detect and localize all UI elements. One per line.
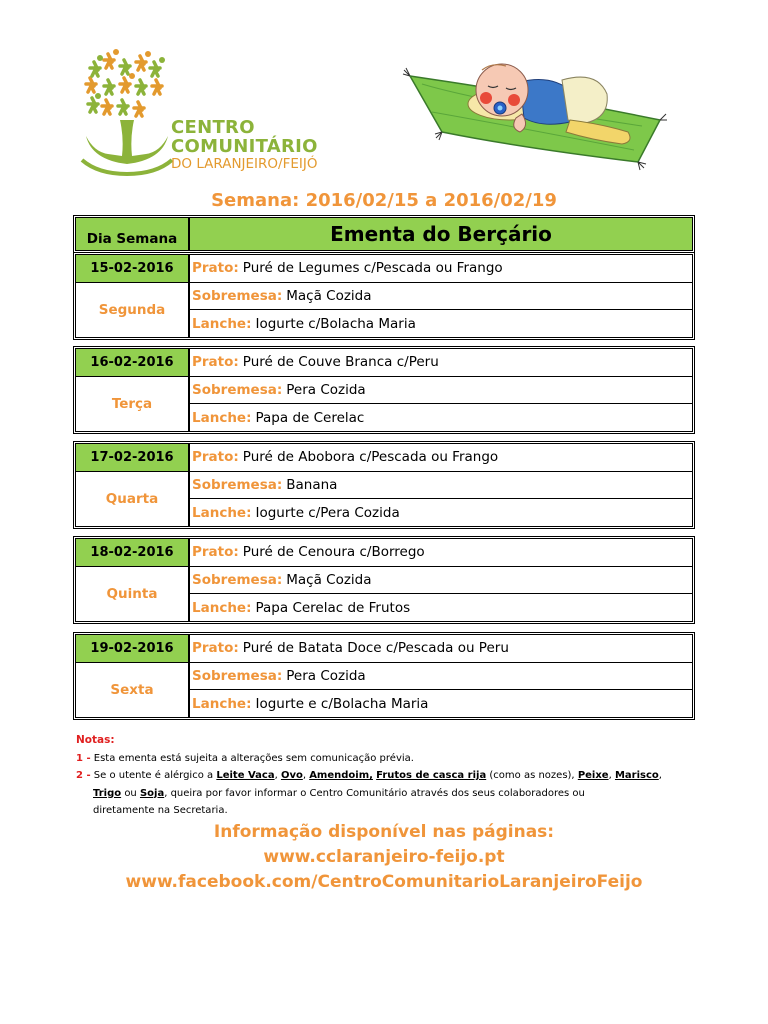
day-date: 19-02-2016 <box>76 635 188 663</box>
sobremesa-row <box>190 472 692 500</box>
menu-table-header <box>73 215 695 253</box>
logo-text <box>171 118 318 173</box>
prato-value: Puré de Couve Branca c/Peru <box>242 354 439 371</box>
allergen-soja: Soja <box>139 787 165 799</box>
prato-label: Prato: <box>192 640 239 657</box>
facebook-link[interactable]: www.facebook.com/CentroComunitarioLaranjeiroFeijo <box>125 872 643 892</box>
day-cell <box>76 635 190 717</box>
sobremesa-value: Pera Cozida <box>286 382 366 398</box>
allergen-amendoim: Amendoim, <box>309 770 373 781</box>
day-cell <box>76 349 190 431</box>
sobremesa-label: Sobremesa: <box>192 668 283 684</box>
website-link[interactable]: www.cclaranjeiro-feijo.pt <box>263 847 505 867</box>
sobremesa-label: Sobremesa: <box>192 572 283 588</box>
prato-row <box>190 444 692 472</box>
day-cell <box>76 444 190 526</box>
day-name: Segunda <box>98 302 166 318</box>
note-2-text: ou <box>124 787 137 799</box>
info-heading: Informação disponível nas páginas: <box>213 822 555 842</box>
prato-value: Puré de Batata Doce c/Pescada ou Peru <box>242 640 509 657</box>
prato-value: Puré de Abobora c/Pescada ou Frango <box>242 449 499 466</box>
sleeping-baby-illustration <box>402 62 672 172</box>
tree-hands-icon <box>78 48 178 183</box>
lanche-row <box>190 310 692 337</box>
lanche-row <box>190 404 692 431</box>
sobremesa-label: Sobremesa: <box>192 288 283 304</box>
note-1-text: Esta ementa está sujeita a alterações sem comunicação prévia. <box>93 752 414 764</box>
meal-rows <box>190 444 692 526</box>
lanche-value: Iogurte e c/Bolacha Maria <box>255 695 429 712</box>
day-date: 17-02-2016 <box>76 444 188 472</box>
sobremesa-value: Maçã Cozida <box>286 572 372 588</box>
prato-row <box>190 255 692 283</box>
sobremesa-label: Sobremesa: <box>192 382 283 398</box>
prato-row <box>190 635 692 663</box>
week-title: Semana: 2016/02/15 a 2016/02/19 <box>211 190 557 211</box>
day-block-wednesday <box>73 441 695 529</box>
day-cell <box>76 539 190 621</box>
day-block-thursday <box>73 536 695 624</box>
prato-value: Puré de Cenoura c/Borrego <box>242 544 425 561</box>
lanche-value: Iogurte c/Pera Cozida <box>255 504 400 521</box>
prato-label: Prato: <box>192 449 239 466</box>
sobremesa-row <box>190 663 692 691</box>
day-block-tuesday <box>73 346 695 434</box>
note-2: 2 - Se o utente é alérgico a Leite Vaca, Ovo, Amendoim, Frutos de casca rija (como as nozes), Peixe, Marisco, <box>76 770 662 781</box>
prato-row <box>190 349 692 377</box>
allergen-leite: Leite Vaca <box>216 770 275 781</box>
allergen-frutos: Frutos de casca rija <box>376 770 487 781</box>
day-name: Terça <box>111 396 153 412</box>
lanche-value: Papa de Cerelac <box>255 409 365 426</box>
allergen-ovo: Ovo <box>280 770 303 781</box>
logo-line-2: COMUNITÁRIO <box>171 136 318 157</box>
allergen-marisco: Marisco <box>614 770 659 781</box>
sobremesa-value: Banana <box>286 477 338 493</box>
note-2-text: (como as nozes), <box>489 770 575 781</box>
day-column-header: Dia Semana <box>76 218 190 250</box>
day-block-friday <box>73 632 695 720</box>
meal-rows <box>190 539 692 621</box>
prato-row <box>190 539 692 567</box>
meal-rows <box>190 635 692 717</box>
lanche-value: Papa Cerelac de Frutos <box>255 599 411 616</box>
logo-line-3: DO LARANJEIRO/FEIJÓ <box>171 156 318 172</box>
sobremesa-row <box>190 283 692 311</box>
sobremesa-value: Pera Cozida <box>286 668 366 684</box>
prato-label: Prato: <box>192 544 239 561</box>
sobremesa-label: Sobremesa: <box>192 477 283 493</box>
day-name: Quarta <box>105 491 159 507</box>
notes-section <box>76 732 662 820</box>
meal-rows <box>190 349 692 431</box>
logo <box>78 48 358 183</box>
lanche-row <box>190 499 692 526</box>
logo-line-1: CENTRO <box>171 117 255 138</box>
allergen-peixe: Peixe <box>577 770 609 781</box>
lanche-label: Lanche: <box>192 315 252 332</box>
prato-label: Prato: <box>192 260 239 277</box>
day-date: 18-02-2016 <box>76 539 188 567</box>
notes-title: Notas: <box>76 734 115 746</box>
lanche-row <box>190 594 692 621</box>
sobremesa-row <box>190 567 692 595</box>
day-name: Sexta <box>110 682 154 698</box>
note-2-text: , queira por favor informar o Centro Comunitário através dos seus colaboradores ou <box>164 787 585 799</box>
lanche-label: Lanche: <box>192 504 252 521</box>
note-2-end: diretamente na Secretaria. <box>93 805 228 816</box>
note-1 <box>76 753 414 764</box>
sobremesa-row <box>190 377 692 405</box>
lanche-label: Lanche: <box>192 599 252 616</box>
note-2-text: Se o utente é alérgico a <box>93 770 214 781</box>
day-name: Quinta <box>106 586 158 602</box>
lanche-value: Iogurte c/Bolacha Maria <box>255 315 416 332</box>
day-date: 16-02-2016 <box>76 349 188 377</box>
lanche-label: Lanche: <box>192 695 252 712</box>
menu-title: Ementa do Berçário <box>190 218 692 250</box>
note-2-continued <box>76 785 662 803</box>
day-date: 15-02-2016 <box>76 255 188 283</box>
note-2-number: 2 - <box>76 770 91 781</box>
day-block-monday <box>73 252 695 340</box>
meal-rows <box>190 255 692 337</box>
prato-value: Puré de Legumes c/Pescada ou Frango <box>242 260 503 277</box>
sobremesa-value: Maçã Cozida <box>286 288 372 304</box>
note-1-number: 1 - <box>76 752 91 764</box>
allergen-trigo: Trigo <box>93 787 122 799</box>
day-cell <box>76 255 190 337</box>
prato-label: Prato: <box>192 354 239 371</box>
lanche-row <box>190 690 692 717</box>
lanche-label: Lanche: <box>192 409 252 426</box>
